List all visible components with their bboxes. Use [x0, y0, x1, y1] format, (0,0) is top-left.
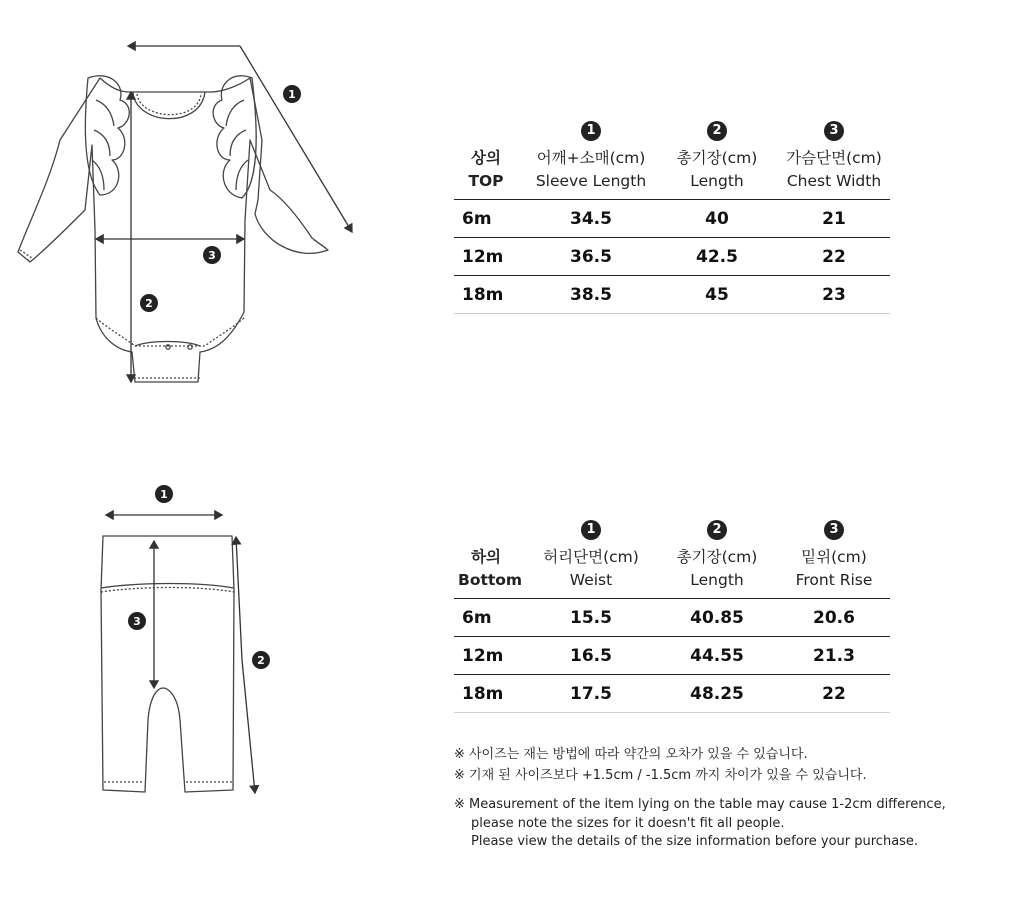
svg-text:1: 1 — [288, 88, 296, 101]
table-cell: 20.6 — [778, 599, 890, 637]
column-header-chest: 가슴단면(cm) Chest Width — [778, 145, 890, 200]
table-row — [454, 637, 890, 675]
column-header-front-rise: 밑위(cm) Front Rise — [778, 544, 890, 599]
table-cell: 21.3 — [778, 637, 890, 675]
table-row — [454, 599, 890, 637]
svg-text:2: 2 — [145, 297, 153, 310]
top-size-table — [454, 115, 890, 314]
category-label: 하의 Bottom — [454, 544, 526, 599]
svg-text:1: 1 — [160, 488, 168, 501]
table-cell: 40.85 — [656, 599, 778, 637]
table-cell: 22 — [778, 238, 890, 276]
svg-text:3: 3 — [133, 615, 141, 628]
size-label: 12m — [454, 637, 526, 675]
column-badge: 3 — [824, 520, 844, 540]
note-en-2: please note the sizes for it doesn't fit all people. — [471, 815, 785, 831]
sleeve-length-marker — [283, 85, 301, 103]
table-row — [454, 276, 890, 314]
svg-text:3: 3 — [208, 249, 216, 262]
table-cell: 22 — [778, 675, 890, 713]
category-label: 상의 TOP — [454, 145, 526, 200]
note-en-1: ※ Measurement of the item lying on the table may cause 1-2cm difference, — [454, 797, 946, 812]
size-label: 6m — [454, 200, 526, 238]
bottom-size-table — [454, 514, 890, 713]
table-cell: 17.5 — [526, 675, 656, 713]
waist-marker — [155, 485, 173, 503]
column-header-length: 총기장(cm) Length — [656, 145, 778, 200]
table-cell: 38.5 — [526, 276, 656, 314]
table-cell: 44.55 — [656, 637, 778, 675]
column-badge: 1 — [581, 121, 601, 141]
chest-width-marker — [203, 246, 221, 264]
table-cell: 34.5 — [526, 200, 656, 238]
table-cell: 16.5 — [526, 637, 656, 675]
column-header-length: 총기장(cm) Length — [656, 544, 778, 599]
leggings-illustration — [90, 480, 290, 810]
size-label: 18m — [454, 276, 526, 314]
table-cell: 36.5 — [526, 238, 656, 276]
column-badge: 1 — [581, 520, 601, 540]
table-cell: 21 — [778, 200, 890, 238]
note-en-3: Please view the details of the size information before your purchase. — [471, 834, 919, 849]
svg-text:2: 2 — [257, 654, 265, 667]
size-notes — [454, 744, 1014, 852]
column-badge: 3 — [824, 121, 844, 141]
bodysuit-illustration — [10, 30, 370, 400]
column-header-waist: 허리단면(cm) Weist — [526, 544, 656, 599]
table-cell: 23 — [778, 276, 890, 314]
front-rise-marker — [128, 612, 146, 630]
table-cell: 40 — [656, 200, 778, 238]
table-cell: 45 — [656, 276, 778, 314]
column-header-sleeve: 어깨+소매(cm) Sleeve Length — [526, 145, 656, 200]
baby-leggings-icon — [90, 480, 290, 810]
table-row — [454, 238, 890, 276]
table-row — [454, 200, 890, 238]
table-cell: 15.5 — [526, 599, 656, 637]
column-badge: 2 — [707, 121, 727, 141]
length-marker — [140, 294, 158, 312]
table-row — [454, 675, 890, 713]
bodysuit-ruffle-long-sleeve-icon — [10, 30, 370, 400]
table-cell: 42.5 — [656, 238, 778, 276]
length-marker — [252, 651, 270, 669]
size-label: 18m — [454, 675, 526, 713]
table-cell: 48.25 — [656, 675, 778, 713]
note-ko-2: ※ 기재 된 사이즈보다 +1.5cm / -1.5cm 까지 차이가 있을 수 있습니다. — [454, 768, 867, 783]
size-label: 12m — [454, 238, 526, 276]
column-badge: 2 — [707, 520, 727, 540]
note-ko-1: ※ 사이즈는 재는 방법에 따라 약간의 오차가 있을 수 있습니다. — [454, 747, 808, 762]
size-label: 6m — [454, 599, 526, 637]
